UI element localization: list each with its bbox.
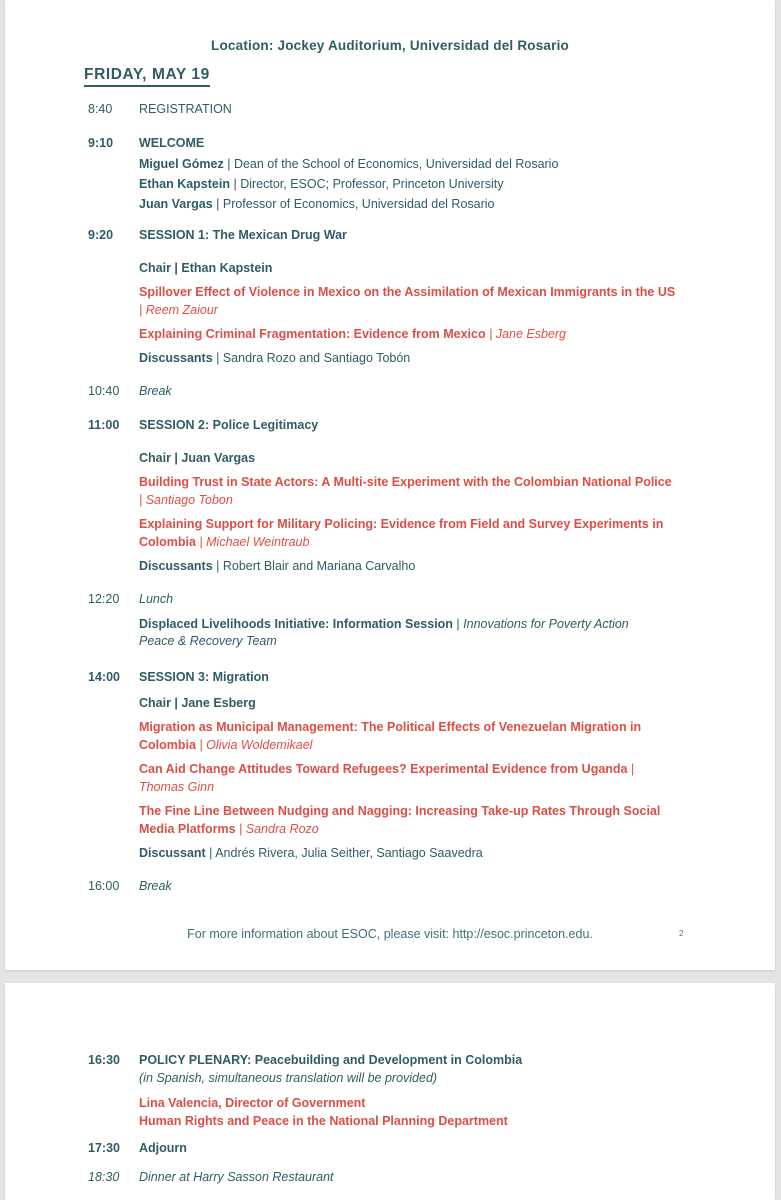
speaker-role: Director, ESOC; Professor, Princeton University	[240, 177, 504, 191]
session3-paper1-cont	[139, 737, 699, 754]
session3-paper2	[139, 761, 699, 778]
info-session-org-cont: Peace & Recovery Team	[139, 634, 277, 648]
welcome-speaker	[139, 176, 699, 193]
plenary-time: 16:30	[88, 1053, 120, 1067]
welcome-title: WELCOME	[139, 136, 205, 150]
speaker-name: Juan Vargas	[139, 197, 213, 211]
agenda-page-2	[5, 983, 775, 1200]
session3-time: 14:00	[88, 670, 120, 684]
session3-title: SESSION 3: Migration	[139, 670, 269, 684]
session3-paper3-title: The Fine Line Between Nudging and Nagging: Increasing Take-up Rates Through Social	[139, 804, 661, 818]
break1-label: Break	[139, 384, 172, 398]
break2-time: 16:00	[88, 879, 120, 893]
session3-paper2-author: Thomas Ginn	[139, 780, 215, 794]
plenary-speaker-cont: Human Rights and Peace in the National Planning Department	[139, 1114, 508, 1128]
registration-time: 8:40	[88, 102, 113, 116]
welcome-speaker	[139, 196, 699, 213]
info-session	[139, 616, 699, 633]
speaker-separator: |	[223, 157, 234, 171]
discussants-label: Discussants	[139, 559, 213, 573]
registration-label: REGISTRATION	[139, 102, 232, 116]
paper-separator: |	[627, 762, 635, 776]
paper-title: Can Aid Change Attitudes Toward Refugees? Experimental Evidence from Uganda	[139, 762, 628, 776]
discussants-names: | Sandra Rozo and Santiago Tobón	[212, 351, 411, 365]
location-heading: Location: Jockey Auditorium, Universidad del Rosario	[211, 38, 569, 53]
session3-paper3-cont	[139, 821, 699, 838]
speaker-separator: |	[230, 177, 241, 191]
session2-chair: Chair | Juan Vargas	[139, 451, 256, 465]
session1-paper1-title: Spillover Effect of Violence in Mexico on the Assimilation of Mexican Immigrants in the US	[139, 285, 676, 299]
plenary-title: POLICY PLENARY: Peacebuilding and Development in Colombia	[139, 1053, 523, 1067]
paper-title: Explaining Criminal Fragmentation: Evidence from Mexico	[139, 327, 486, 341]
speaker-role: Dean of the School of Economics, Universidad del Rosario	[233, 157, 559, 171]
speaker-name: Ethan Kapstein	[139, 177, 230, 191]
break2-label: Break	[139, 879, 172, 893]
session1-paper2	[139, 326, 699, 343]
info-session-title: Displaced Livelihoods Initiative: Information Session	[139, 617, 453, 631]
session2-title: SESSION 2: Police Legitimacy	[139, 418, 319, 432]
paper-title: Colombia	[139, 738, 196, 752]
adjourn-time: 17:30	[88, 1141, 120, 1155]
discussants-names: | Andrés Rivera, Julia Seither, Santiago Saavedra	[205, 846, 483, 860]
session1-time: 9:20	[88, 228, 114, 242]
paper-author: | Michael Weintraub	[195, 535, 310, 549]
session3-paper1-title: Migration as Municipal Management: The Political Effects of Venezuelan Migration in	[139, 720, 642, 734]
welcome-time: 9:10	[88, 136, 114, 150]
paper-author: | Sandra Rozo	[235, 822, 319, 836]
session2-paper2-title: Explaining Support for Military Policing: Evidence from Field and Survey Experiments in	[139, 517, 664, 531]
speaker-role: Professor of Economics, Universidad del Rosario	[222, 197, 495, 211]
session3-discussants	[139, 845, 699, 862]
info-session-separator: |	[452, 617, 464, 631]
adjourn-label: Adjourn	[139, 1141, 187, 1155]
paper-author: | Olivia Woldemikael	[195, 738, 313, 752]
discussants-names: | Robert Blair and Mariana Carvalho	[212, 559, 416, 573]
plenary-speaker: Lina Valencia, Director of Government	[139, 1096, 366, 1110]
lunch-time: 12:20	[88, 592, 120, 606]
discussants-label: Discussants	[139, 351, 213, 365]
speaker-name: Miguel Gómez	[139, 157, 224, 171]
session1-title: SESSION 1: The Mexican Drug War	[139, 228, 347, 242]
page-number: 2	[679, 929, 684, 938]
paper-title: Colombia	[139, 535, 196, 549]
paper-title: Media Platforms	[139, 822, 236, 836]
session1-discussants	[139, 350, 699, 367]
paper-author: | Jane Esberg	[485, 327, 566, 341]
session2-paper1-title: Building Trust in State Actors: A Multi-site Experiment with the Colombian National Police	[139, 475, 672, 489]
session1-paper1-author: | Reem Zaiour	[139, 303, 218, 317]
speaker-separator: |	[212, 197, 223, 211]
dinner-time: 18:30	[88, 1170, 120, 1184]
dinner-label: Dinner at Harry Sasson Restaurant	[139, 1170, 334, 1184]
welcome-speaker	[139, 156, 699, 173]
session2-time: 11:00	[88, 418, 120, 432]
day-heading: FRIDAY, MAY 19	[84, 66, 210, 87]
session2-paper2-cont	[139, 534, 699, 551]
session2-discussants	[139, 558, 699, 575]
discussant-label: Discussant	[139, 846, 206, 860]
footer-info: For more information about ESOC, please visit: http://esoc.princeton.edu.	[187, 927, 593, 941]
lunch-label: Lunch	[139, 592, 174, 606]
agenda-page-1	[5, 0, 775, 970]
plenary-note: (in Spanish, simultaneous translation will be provided)	[139, 1071, 438, 1085]
session1-chair: Chair | Ethan Kapstein	[139, 261, 273, 275]
session3-chair: Chair | Jane Esberg	[139, 696, 256, 710]
session2-paper1-author: | Santiago Tobon	[139, 493, 233, 507]
break1-time: 10:40	[88, 384, 120, 398]
info-session-org: Innovations for Poverty Action	[463, 617, 629, 631]
